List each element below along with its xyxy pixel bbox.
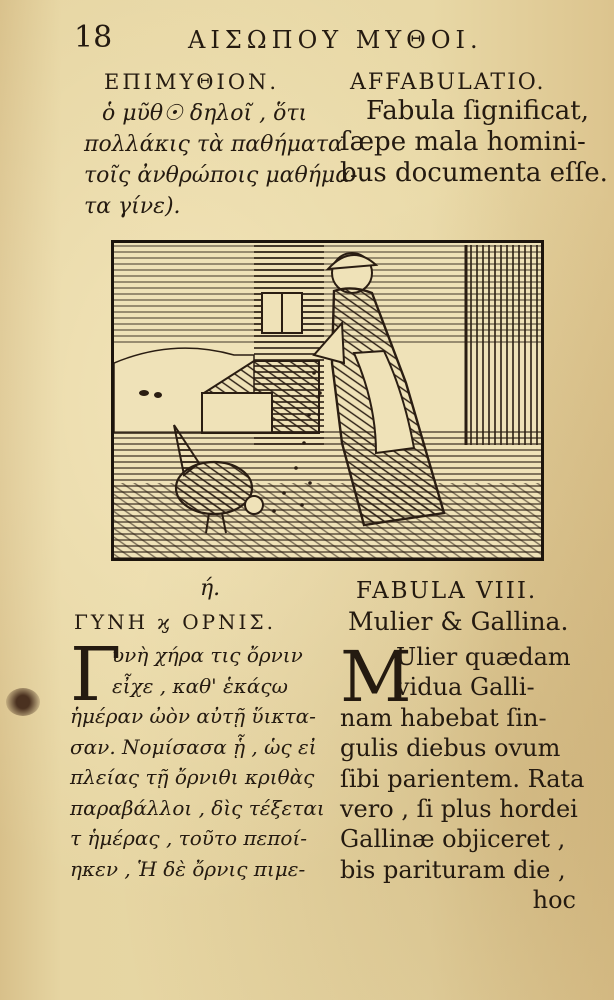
affabulatio-text xyxy=(340,96,608,189)
latin-line-3: nam habebat ſin- xyxy=(340,703,547,732)
greek-line-4: σαν. Νομίσασα ᾗ , ὡς εἰ xyxy=(70,734,317,759)
greek-fable-text xyxy=(70,632,326,884)
epimythion-line-2: πολλάκις τὰ παθήματα xyxy=(84,132,343,157)
woodcut-illustration xyxy=(111,240,544,561)
latin-line-7: Gallinæ objiceret , xyxy=(340,825,566,854)
epimythion-line-3: τοῖς ἀνθρώποις μαθήμα- xyxy=(84,163,358,188)
greek-line-5: πλείας τῇ ὄρνιθι κριθὰς xyxy=(70,765,315,789)
greek-line-3: ἡμέραν ὠὸν αὐτῇ ὕικτα- xyxy=(70,704,316,728)
latin-fable-text xyxy=(340,636,585,916)
ink-blot xyxy=(6,688,40,716)
latin-line-5: ſibi parientem. Rata xyxy=(340,764,585,793)
latin-drop-cap: M xyxy=(340,636,412,718)
running-title: ΑΙΣΩΠΟΥ ΜΥΘΟΙ. xyxy=(188,26,483,54)
greek-drop-cap: Γ xyxy=(70,632,122,718)
greek-fable-title: ΓΥΝΗ ϗ ΟΡΝΙΣ. xyxy=(74,610,276,634)
latin-fable-subtitle: Mulier & Gallina. xyxy=(348,607,569,636)
greek-fable-number: ή. xyxy=(200,576,221,601)
epimythion-line-4: τα γίνε). xyxy=(84,194,181,219)
affabulatio-line-3: bus documenta eſſe. xyxy=(340,158,608,188)
greek-line-2: εἶχε , καθ' ἑκάςω xyxy=(112,673,288,698)
epimythion-heading: ΕΠΙΜΥΘΙΟΝ. xyxy=(104,70,280,94)
greek-line-1: υνὴ χήρα τις ὄρνιν xyxy=(112,643,303,667)
latin-line-2: vidua Galli- xyxy=(396,673,535,702)
latin-fable-title: FABULA VIII. xyxy=(356,578,538,604)
latin-line-9: hoc xyxy=(532,886,576,915)
affabulatio-heading: AFFABULATIO. xyxy=(350,70,546,95)
affabulatio-line-2: ſæpe mala homini- xyxy=(340,127,586,157)
greek-line-6: παραβάλλοι , δὶς τέξεται xyxy=(70,795,325,820)
latin-line-1: Ulier quædam xyxy=(396,643,571,671)
latin-line-6: vero , ſi plus hordei xyxy=(340,795,578,824)
epimythion-text xyxy=(84,98,358,222)
greek-line-7: τ ἡμέρας , τοῦτο πεποί- xyxy=(70,826,308,850)
page-number: 18 xyxy=(74,20,113,55)
greek-line-8: ηκεν , Ἡ δὲ ὄρνις πιμε- xyxy=(70,856,306,881)
affabulatio-line-1: Fabula ſignificat, xyxy=(366,96,590,126)
epimythion-line-1: ὁ μῦθ☉ δηλοῖ , ὅτι xyxy=(102,101,308,126)
latin-line-8: bis parituram die , xyxy=(340,855,566,884)
latin-line-4: gulis diebus ovum xyxy=(340,734,561,763)
woodcut-drawing xyxy=(114,243,541,558)
